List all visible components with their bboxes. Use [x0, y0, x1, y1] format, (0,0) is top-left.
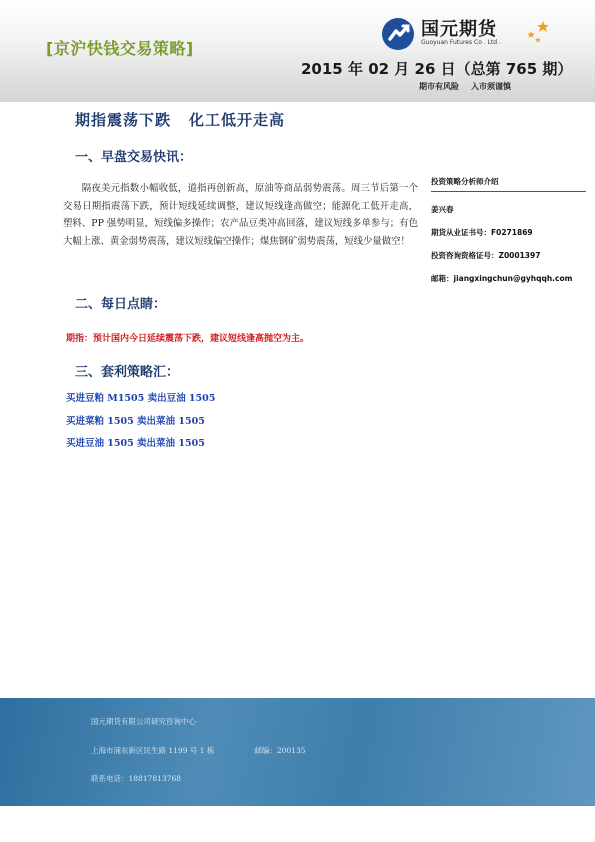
section-2-heading: 二、每日点睛： — [75, 297, 167, 312]
risk-notice-part: 入市须谨慎 — [471, 82, 511, 91]
stars-icon — [525, 19, 551, 45]
analyst-name: 姜兴春 — [431, 205, 454, 214]
company-logo — [381, 15, 561, 55]
logo-name: 国元期货 — [421, 19, 497, 40]
analyst-consult: 投资咨询资格证号：Z0001397 — [431, 251, 541, 260]
analyst-panel-title: 投资策略分析师介绍 — [431, 176, 586, 192]
risk-notice — [419, 81, 511, 92]
list-item: 买进豆粕 M1505 卖出豆油 1505 — [66, 393, 216, 404]
list-item: 买进菜粕 1505 卖出菜油 1505 — [66, 415, 205, 427]
report-name: [京沪快钱交易策略] — [46, 39, 194, 58]
section-1-heading: 一、早盘交易快讯： — [75, 150, 193, 165]
footer-address: 上海市浦东新区民生路 1199 号 1 栋 — [91, 746, 215, 755]
logo-mark-icon — [381, 17, 415, 51]
footer-phone: 联系电话：18817813768 — [91, 774, 181, 783]
page-footer — [0, 698, 595, 806]
title-part: 化工低开走高 — [189, 111, 286, 129]
list-item: 买进豆油 1505 卖出菜油 1505 — [66, 438, 205, 449]
page-header — [0, 0, 595, 102]
index-futures-note: 期指：预计国内今日延续震荡下跌，建议短线逢高抛空为主。 — [66, 334, 310, 344]
page-title — [75, 109, 285, 130]
arbitrage-list — [66, 392, 215, 460]
risk-notice-part: 期市有风险 — [419, 82, 459, 91]
analyst-panel — [431, 176, 586, 284]
footer-address-line — [91, 745, 306, 756]
title-part: 期指震荡下跌 — [75, 111, 172, 129]
analyst-email: 邮箱：jiangxingchun@gyhqqh.com — [431, 274, 573, 283]
market-summary: 隔夜美元指数小幅收低，道指再创新高，原油等商品弱势震荡。周三节后第一个交易日期指震荡下跌，预计短线延续调整，建议短线逢高做空；能源化工低开走高，塑料、PP 强势明显，短线偏多操作；农产品豆类冲高回落，建议短线多单参与；有色大幅上涨、黄金弱势震荡，建议短线偏空操作；煤焦钢矿弱势震荡，短线少量做空！ — [63, 183, 418, 247]
section-3-heading: 三、套利策略汇： — [75, 365, 180, 380]
analyst-license: 期货从业证书号：F0271869 — [431, 228, 533, 237]
footer-zip: 邮编：200135 — [254, 746, 306, 755]
issue-date: 2015 年 02 月 26 日（总第 765 期） — [301, 60, 573, 78]
logo-english: Guoyuan Futures Co . Ltd . — [421, 39, 501, 46]
footer-company: 国元期货有限公司研究咨询中心 — [91, 717, 196, 726]
